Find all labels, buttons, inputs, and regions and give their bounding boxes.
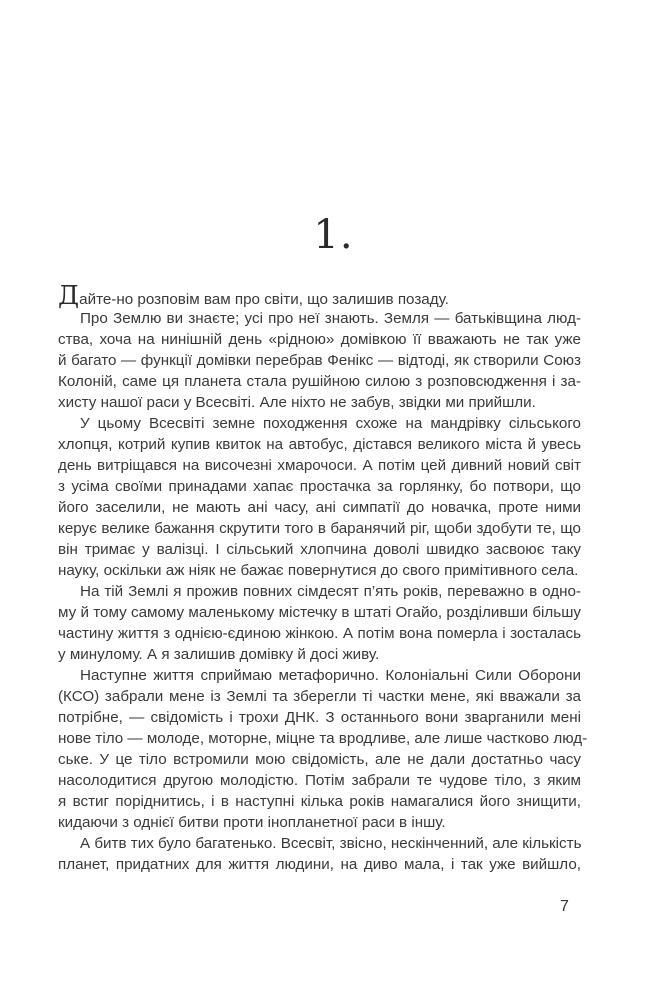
text-line	[58, 581, 581, 602]
chapter-body	[58, 281, 588, 875]
text-line-content: хисту нашої раси у Всесвіті. Але ніхто не забув, звідки ми прийшли.	[58, 394, 536, 411]
text-line	[58, 623, 581, 644]
text-line-content: На тій Землі я прожив повних сімдесят п’ять років, переважно в одно-	[80, 583, 581, 600]
text-line-content: ське. У це тіло встромили мою свідомість, але не дали достатньо часу	[58, 751, 581, 768]
text-line	[58, 686, 581, 707]
text-line-content: й багато — функції домівки перебрав Фенікс — відтоді, як створили Союз	[58, 352, 581, 369]
text-line	[58, 707, 581, 728]
text-line	[58, 329, 581, 350]
text-line-content: Колоній, саме ця планета стала рушійною силою з розповсюдження і за-	[58, 373, 581, 390]
text-line-content: нове тіло — молоде, моторне, міцне та вродливе, але лише частково люд-	[58, 730, 588, 747]
text-line-content: планет, придатних для життя людини, на диво мала, і так уже вийшло,	[58, 856, 581, 873]
text-line-content: А битв тих було багатенько. Всесвіт, звісно, нескінченний, але кількість	[80, 835, 582, 852]
text-line	[58, 281, 581, 311]
text-line-content: У цьому Всесвіті земне походження схоже на мандрівку сільського	[80, 415, 581, 432]
text-line	[58, 770, 581, 791]
text-line-content: з усіма своїми принадами хапає простачка за горлянку, бо потвори, що	[58, 478, 581, 495]
text-line-content: день витріщався на височезні хмарочоси. А потім цей дивний новий світ	[58, 457, 581, 474]
text-line-content: науку, оскільки аж ніяк не бажає повернутися до свого примітивного села.	[58, 562, 579, 579]
text-line	[58, 665, 581, 686]
page-number: 7	[560, 898, 569, 915]
text-line-content: я встиг поріднитись, і в наступні кілька років намагалися його знищити,	[58, 793, 581, 810]
text-line-content: керує велике бажання скрутити того в баранячий ріг, щоби здобути те, що	[58, 520, 581, 537]
text-line	[58, 413, 581, 434]
text-line-content: Про Землю ви знаєте; усі про неї знають. Земля — батьківщина люд-	[80, 310, 581, 327]
chapter-title: 1.	[313, 212, 354, 258]
text-line	[58, 728, 588, 749]
text-line-content: му й тому самому маленькому містечку в штаті Огайо, розділивши більшу	[58, 604, 581, 621]
text-line-content: він тримає у валізці. І сільський хлопчина доволі швидко засвоює таку	[58, 541, 581, 558]
text-line	[58, 455, 581, 476]
text-line-content: (КСО) забрали мене із Землі та зберегли ті частки мене, які вважали за	[58, 688, 581, 705]
text-line-content: насолодитися другою молодістю. Потім забрали те чудове тіло, з яким	[58, 772, 581, 789]
text-line	[58, 812, 581, 833]
text-line-content: частину життя з однією-єдиною жінкою. А потім вона померла і зосталась	[58, 625, 581, 642]
text-line	[58, 749, 581, 770]
text-line	[58, 497, 581, 518]
text-line	[58, 392, 581, 413]
text-line	[58, 791, 581, 812]
text-line-content: його заселили, не мають ані часу, ані симпатії до новачка, проте ними	[58, 499, 581, 516]
text-line	[58, 602, 581, 623]
text-line	[58, 371, 581, 392]
text-line	[58, 854, 581, 875]
text-line	[58, 539, 581, 560]
text-line	[58, 644, 581, 665]
text-line	[58, 833, 581, 854]
text-line-content: ства, хоча на нинішній день «рідною» домівкою її вважають не так уже	[58, 331, 581, 348]
text-line	[58, 350, 581, 371]
text-line	[58, 560, 581, 581]
text-line	[58, 308, 581, 329]
text-line	[58, 476, 581, 497]
text-line	[58, 518, 581, 539]
text-line-content: айте-но розповім вам про світи, що залишив позаду.	[79, 291, 449, 308]
text-line	[58, 434, 581, 455]
text-line-content: хлопця, котрий купив квиток на автобус, дістався великого міста й увесь	[58, 436, 581, 453]
text-line-content: потрібне, — свідомість і трохи ДНК. З останнього вони зварганили мені	[58, 709, 581, 726]
text-line-content: кидаючи з однієї битви проти інопланетної раси в іншу.	[58, 814, 446, 831]
text-line-content: Наступне життя сприймаю метафорично. Колоніальні Сили Оборони	[80, 667, 581, 684]
text-line-content: у минулому. А я залишив домівку й досі живу.	[58, 646, 380, 663]
drop-cap: Д	[58, 281, 80, 311]
